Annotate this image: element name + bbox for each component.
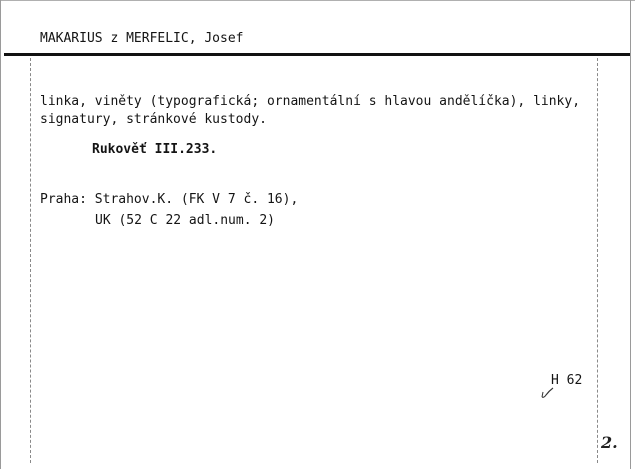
description-line-1: linka, viněty (typografická; ornamentální s hlavou andělíčka), linky, [40, 94, 581, 109]
header-rule [4, 53, 630, 56]
card-heading: MAKARIUS z MERFELIC, Josef [40, 31, 244, 46]
right-margin-line [597, 58, 598, 463]
reference-citation: Rukověť III.233. [92, 142, 218, 157]
card-right-edge [630, 0, 631, 469]
shelfmark: H 62 [551, 373, 583, 388]
location-line-1: Praha: Strahov.K. (FK V 7 č. 16), [40, 192, 299, 207]
handwritten-check-mark [541, 387, 555, 399]
description-line-2: signatury, stránkové kustody. [40, 112, 267, 127]
card-top-edge [0, 0, 635, 1]
handwritten-corner-number: 2. [601, 433, 618, 452]
location-line-2: UK (52 C 22 adl.num. 2) [95, 213, 276, 228]
left-margin-line [30, 58, 31, 463]
card-left-edge [0, 0, 1, 469]
